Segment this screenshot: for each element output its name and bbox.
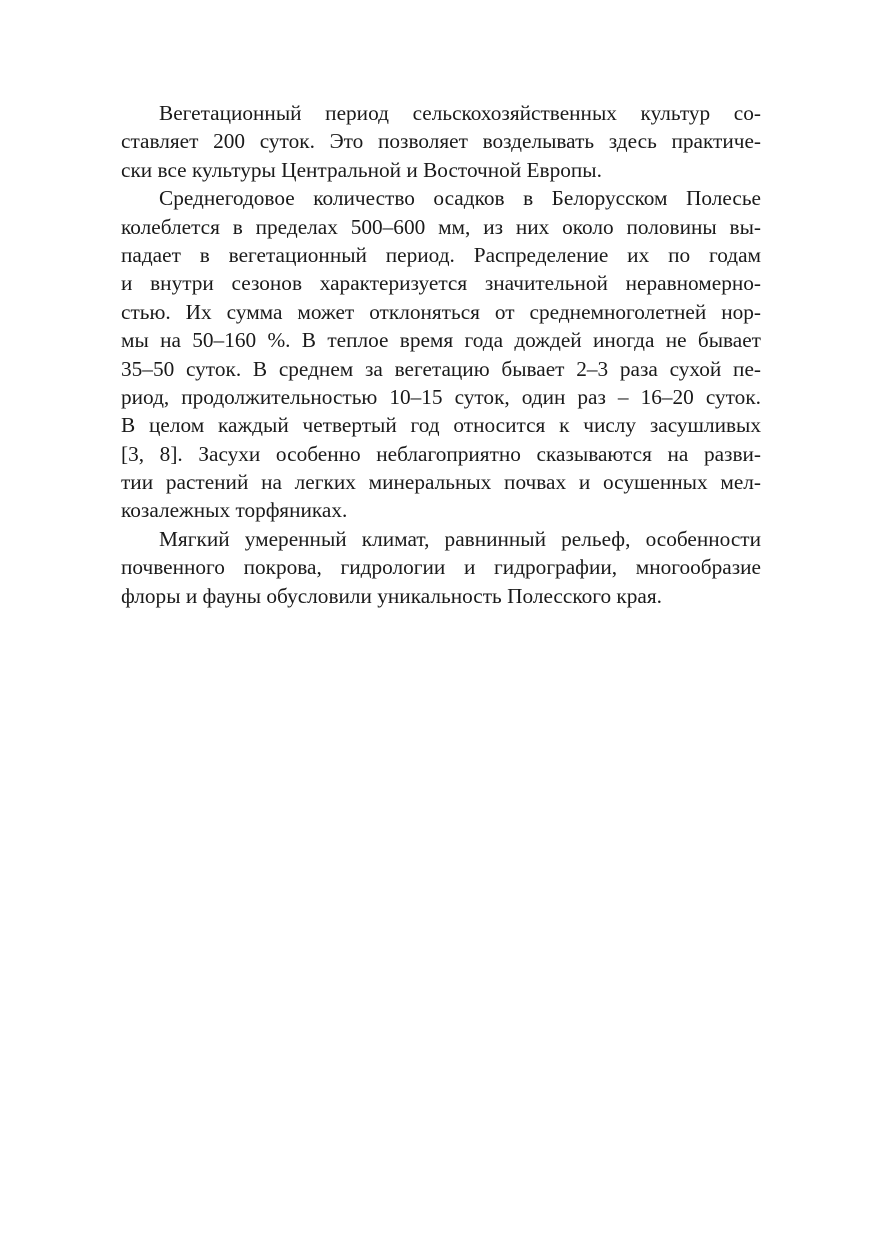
text-line: ски все культуры Центральной и Восточной Европы. bbox=[121, 157, 602, 182]
text-line: падает в вегетационный период. Распределение их по годам bbox=[121, 242, 761, 267]
text-line: мы на 50–160 %. В теплое время года дождей иногда не бывает bbox=[121, 328, 761, 353]
text-line: колеблется в пределах 500–600 мм, из них около половины вы- bbox=[121, 214, 761, 239]
text-line: Вегетационный период сельскохозяйственных культур со- bbox=[159, 101, 761, 125]
paragraph-vegetation-period bbox=[121, 99, 761, 184]
text-line: флоры и фауны обусловили уникальность Полесского края. bbox=[121, 583, 662, 608]
text-line: стью. Их сумма может отклоняться от среднемноголетней нор- bbox=[121, 299, 761, 324]
text-line: и внутри сезонов характеризуется значительной неравномерно- bbox=[121, 271, 761, 296]
text-line: риод, продолжительностью 10–15 суток, один раз – 16–20 суток. bbox=[121, 384, 761, 409]
text-line: почвенного покрова, гидрологии и гидрографии, многообразие bbox=[121, 555, 761, 580]
text-line: В целом каждый четвертый год относится к числу засушливых bbox=[121, 413, 761, 438]
text-line: [3, 8]. Засухи особенно неблагоприятно сказываются на разви- bbox=[121, 441, 761, 466]
text-line: козалежных торфяниках. bbox=[121, 498, 348, 523]
text-line: Мягкий умеренный климат, равнинный рельеф, особенности bbox=[159, 526, 761, 551]
text-line: 35–50 суток. В среднем за вегетацию бывает 2–3 раза сухой пе- bbox=[121, 356, 761, 381]
text-line: ставляет 200 суток. Это позволяет возделывать здесь практиче- bbox=[121, 129, 761, 154]
text-line: Среднегодовое количество осадков в Белорусском Полесье bbox=[159, 186, 761, 211]
paragraph-precipitation bbox=[121, 184, 761, 525]
paragraph-climate-summary bbox=[121, 525, 761, 610]
body-text bbox=[121, 99, 761, 610]
text-line: тии растений на легких минеральных почвах и осушенных мел- bbox=[121, 470, 761, 495]
